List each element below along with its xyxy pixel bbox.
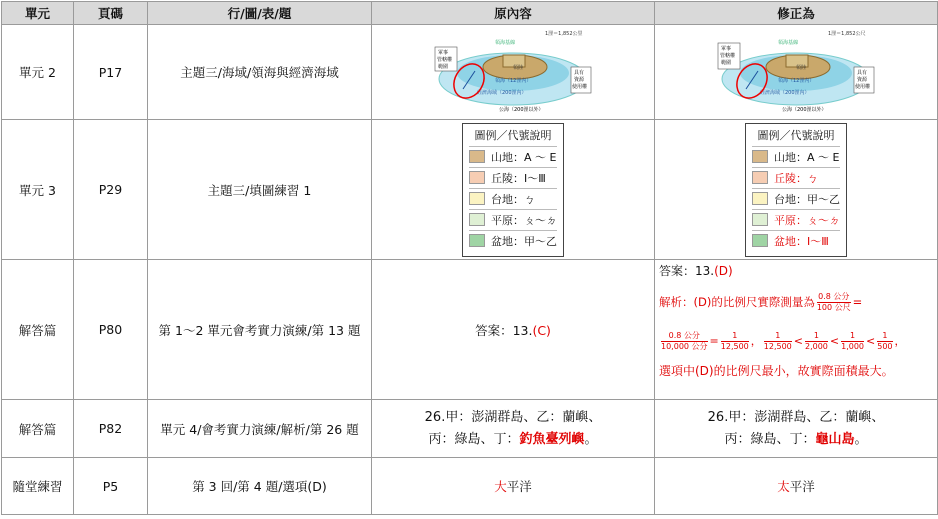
answer-line: 答案：13.(D) bbox=[659, 264, 733, 278]
header-unit: 單元 bbox=[2, 2, 74, 25]
analysis-line: 解析：(D)的比例尺實際測量為 $\frac{\text{0.8 公分}}{\text{100 公尺}}$ = bbox=[659, 292, 863, 312]
eez-label: 經濟海域（200浬內） bbox=[477, 89, 527, 96]
header-row bbox=[2, 2, 938, 25]
item-cell: 單元 4/會考實力演練/解析/第 26 題 bbox=[148, 400, 372, 458]
page-cell: P29 bbox=[74, 120, 148, 260]
scale-note: 1浬＝1,852公里 bbox=[545, 30, 583, 37]
legend-item: 山地：A ～ E bbox=[469, 146, 557, 167]
sea-zone-diagram-original bbox=[433, 27, 593, 115]
original-map-cell bbox=[372, 25, 655, 120]
swatch bbox=[752, 234, 768, 247]
high-sea-label: 公海（200浬以外） bbox=[782, 106, 827, 113]
svg-text:管轄權: 管轄權 bbox=[437, 56, 453, 63]
legend-title: 圖例／代號說明 bbox=[757, 128, 835, 142]
original-legend-cell bbox=[372, 120, 655, 260]
legend-item: 台地：ㄅ bbox=[469, 188, 557, 209]
corrected-legend-cell bbox=[655, 120, 938, 260]
swatch bbox=[469, 171, 485, 184]
table-row bbox=[2, 260, 938, 400]
military-label: 軍事 bbox=[438, 49, 449, 56]
sea12-label: 領海（12浬內） bbox=[778, 77, 815, 84]
legend-corrected bbox=[745, 123, 847, 257]
table-row bbox=[2, 400, 938, 458]
swatch bbox=[752, 171, 768, 184]
table-row bbox=[2, 458, 938, 515]
table-row bbox=[2, 25, 938, 120]
legend-item: 平原：ㄆ～ㄉ bbox=[752, 209, 840, 230]
header-page: 頁碼 bbox=[74, 2, 148, 25]
eez-label: 經濟海域（200浬內） bbox=[760, 89, 810, 96]
high-sea-label: 公海（200浬以外） bbox=[499, 106, 544, 113]
military-label: 軍事 bbox=[721, 45, 732, 52]
baseline-label: 領海基線 bbox=[495, 39, 516, 46]
conclusion-line: 選項中(D)的比例尺最小，故實際面積最大。 bbox=[659, 364, 894, 378]
swatch bbox=[752, 150, 768, 163]
legend-item: 台地：甲～乙 bbox=[752, 188, 840, 209]
item-cell: 主題三/填圖練習 1 bbox=[148, 120, 372, 260]
sea-zone-diagram-corrected bbox=[716, 27, 876, 115]
svg-text:範圍: 範圍 bbox=[438, 63, 449, 70]
territory-label: 領陸 bbox=[513, 64, 524, 71]
legend-item: 盆地：Ⅰ～Ⅲ bbox=[752, 230, 840, 251]
svg-text:使用權: 使用權 bbox=[572, 83, 588, 90]
unit-cell: 單元 2 bbox=[2, 25, 74, 120]
original-islands-cell: 26.甲：澎湖群島、乙：蘭嶼、 丙：綠島、丁：釣魚臺列嶼。 bbox=[372, 400, 655, 458]
page-cell: P17 bbox=[74, 25, 148, 120]
swatch bbox=[752, 192, 768, 205]
original-ocean-cell: 大平洋 bbox=[372, 458, 655, 515]
swatch bbox=[469, 213, 485, 226]
swatch bbox=[752, 213, 768, 226]
page-cell: P82 bbox=[74, 400, 148, 458]
errata-table bbox=[1, 1, 938, 515]
original-answer: (C) bbox=[532, 322, 551, 338]
corrected-map-cell bbox=[655, 25, 938, 120]
table-row bbox=[2, 120, 938, 260]
sea12-label: 領海（12浬內） bbox=[495, 77, 532, 84]
territory-label: 領陸 bbox=[796, 64, 807, 71]
swatch bbox=[469, 234, 485, 247]
legend-item: 丘陵：Ⅰ～Ⅲ bbox=[469, 167, 557, 188]
svg-text:範圍: 範圍 bbox=[721, 59, 732, 66]
page-cell: P5 bbox=[74, 458, 148, 515]
item-cell: 第 3 回/第 4 題/選項(D) bbox=[148, 458, 372, 515]
svg-text:管轄權: 管轄權 bbox=[720, 52, 736, 59]
legend-item: 山地：A ～ E bbox=[752, 146, 840, 167]
original-answer-cell: 答案：13.(C) bbox=[372, 260, 655, 400]
header-corrected: 修正為 bbox=[655, 2, 938, 25]
item-cell: 主題三/海域/領海與經濟海域 bbox=[148, 25, 372, 120]
scale-note-fixed: 1浬＝1,852公尺 bbox=[828, 30, 866, 37]
header-original: 原內容 bbox=[372, 2, 655, 25]
svg-text:資源: 資源 bbox=[574, 76, 585, 83]
corrected-islands-cell: 26.甲：澎湖群島、乙：蘭嶼、 丙：綠島、丁：龜山島。 bbox=[655, 400, 938, 458]
swatch bbox=[469, 192, 485, 205]
corrected-ocean-cell: 太平洋 bbox=[655, 458, 938, 515]
legend-original bbox=[462, 123, 564, 257]
unit-cell: 單元 3 bbox=[2, 120, 74, 260]
rights-label: 具有 bbox=[857, 69, 868, 76]
header-item: 行/圖/表/題 bbox=[148, 2, 372, 25]
unit-cell: 解答篇 bbox=[2, 400, 74, 458]
baseline-label: 領海基線 bbox=[778, 39, 799, 46]
corrected-answer-cell bbox=[655, 260, 938, 400]
rights-label: 具有 bbox=[574, 69, 585, 76]
item-cell: 第 1～2 單元會考實力演練/第 13 題 bbox=[148, 260, 372, 400]
legend-item: 平原：ㄆ～ㄉ bbox=[469, 209, 557, 230]
legend-title: 圖例／代號說明 bbox=[474, 128, 552, 142]
svg-text:使用權: 使用權 bbox=[855, 83, 871, 90]
unit-cell: 隨堂練習 bbox=[2, 458, 74, 515]
swatch bbox=[469, 150, 485, 163]
unit-cell: 解答篇 bbox=[2, 260, 74, 400]
legend-item: 盆地：甲～乙 bbox=[469, 230, 557, 251]
fraction-comparison: $\frac{\text{0.8 公分}}{\text{10,000 公分}}$ = $\frac{1}{12,500}$ ， $\frac{1}{12,500}$ < $\frac{1}{2,000}$ < $\frac{1}{1,000}$ < $\frac{1}{500}$ ， bbox=[661, 331, 906, 351]
svg-text:資源: 資源 bbox=[857, 76, 868, 83]
page-cell: P80 bbox=[74, 260, 148, 400]
legend-item: 丘陵：ㄅ bbox=[752, 167, 840, 188]
